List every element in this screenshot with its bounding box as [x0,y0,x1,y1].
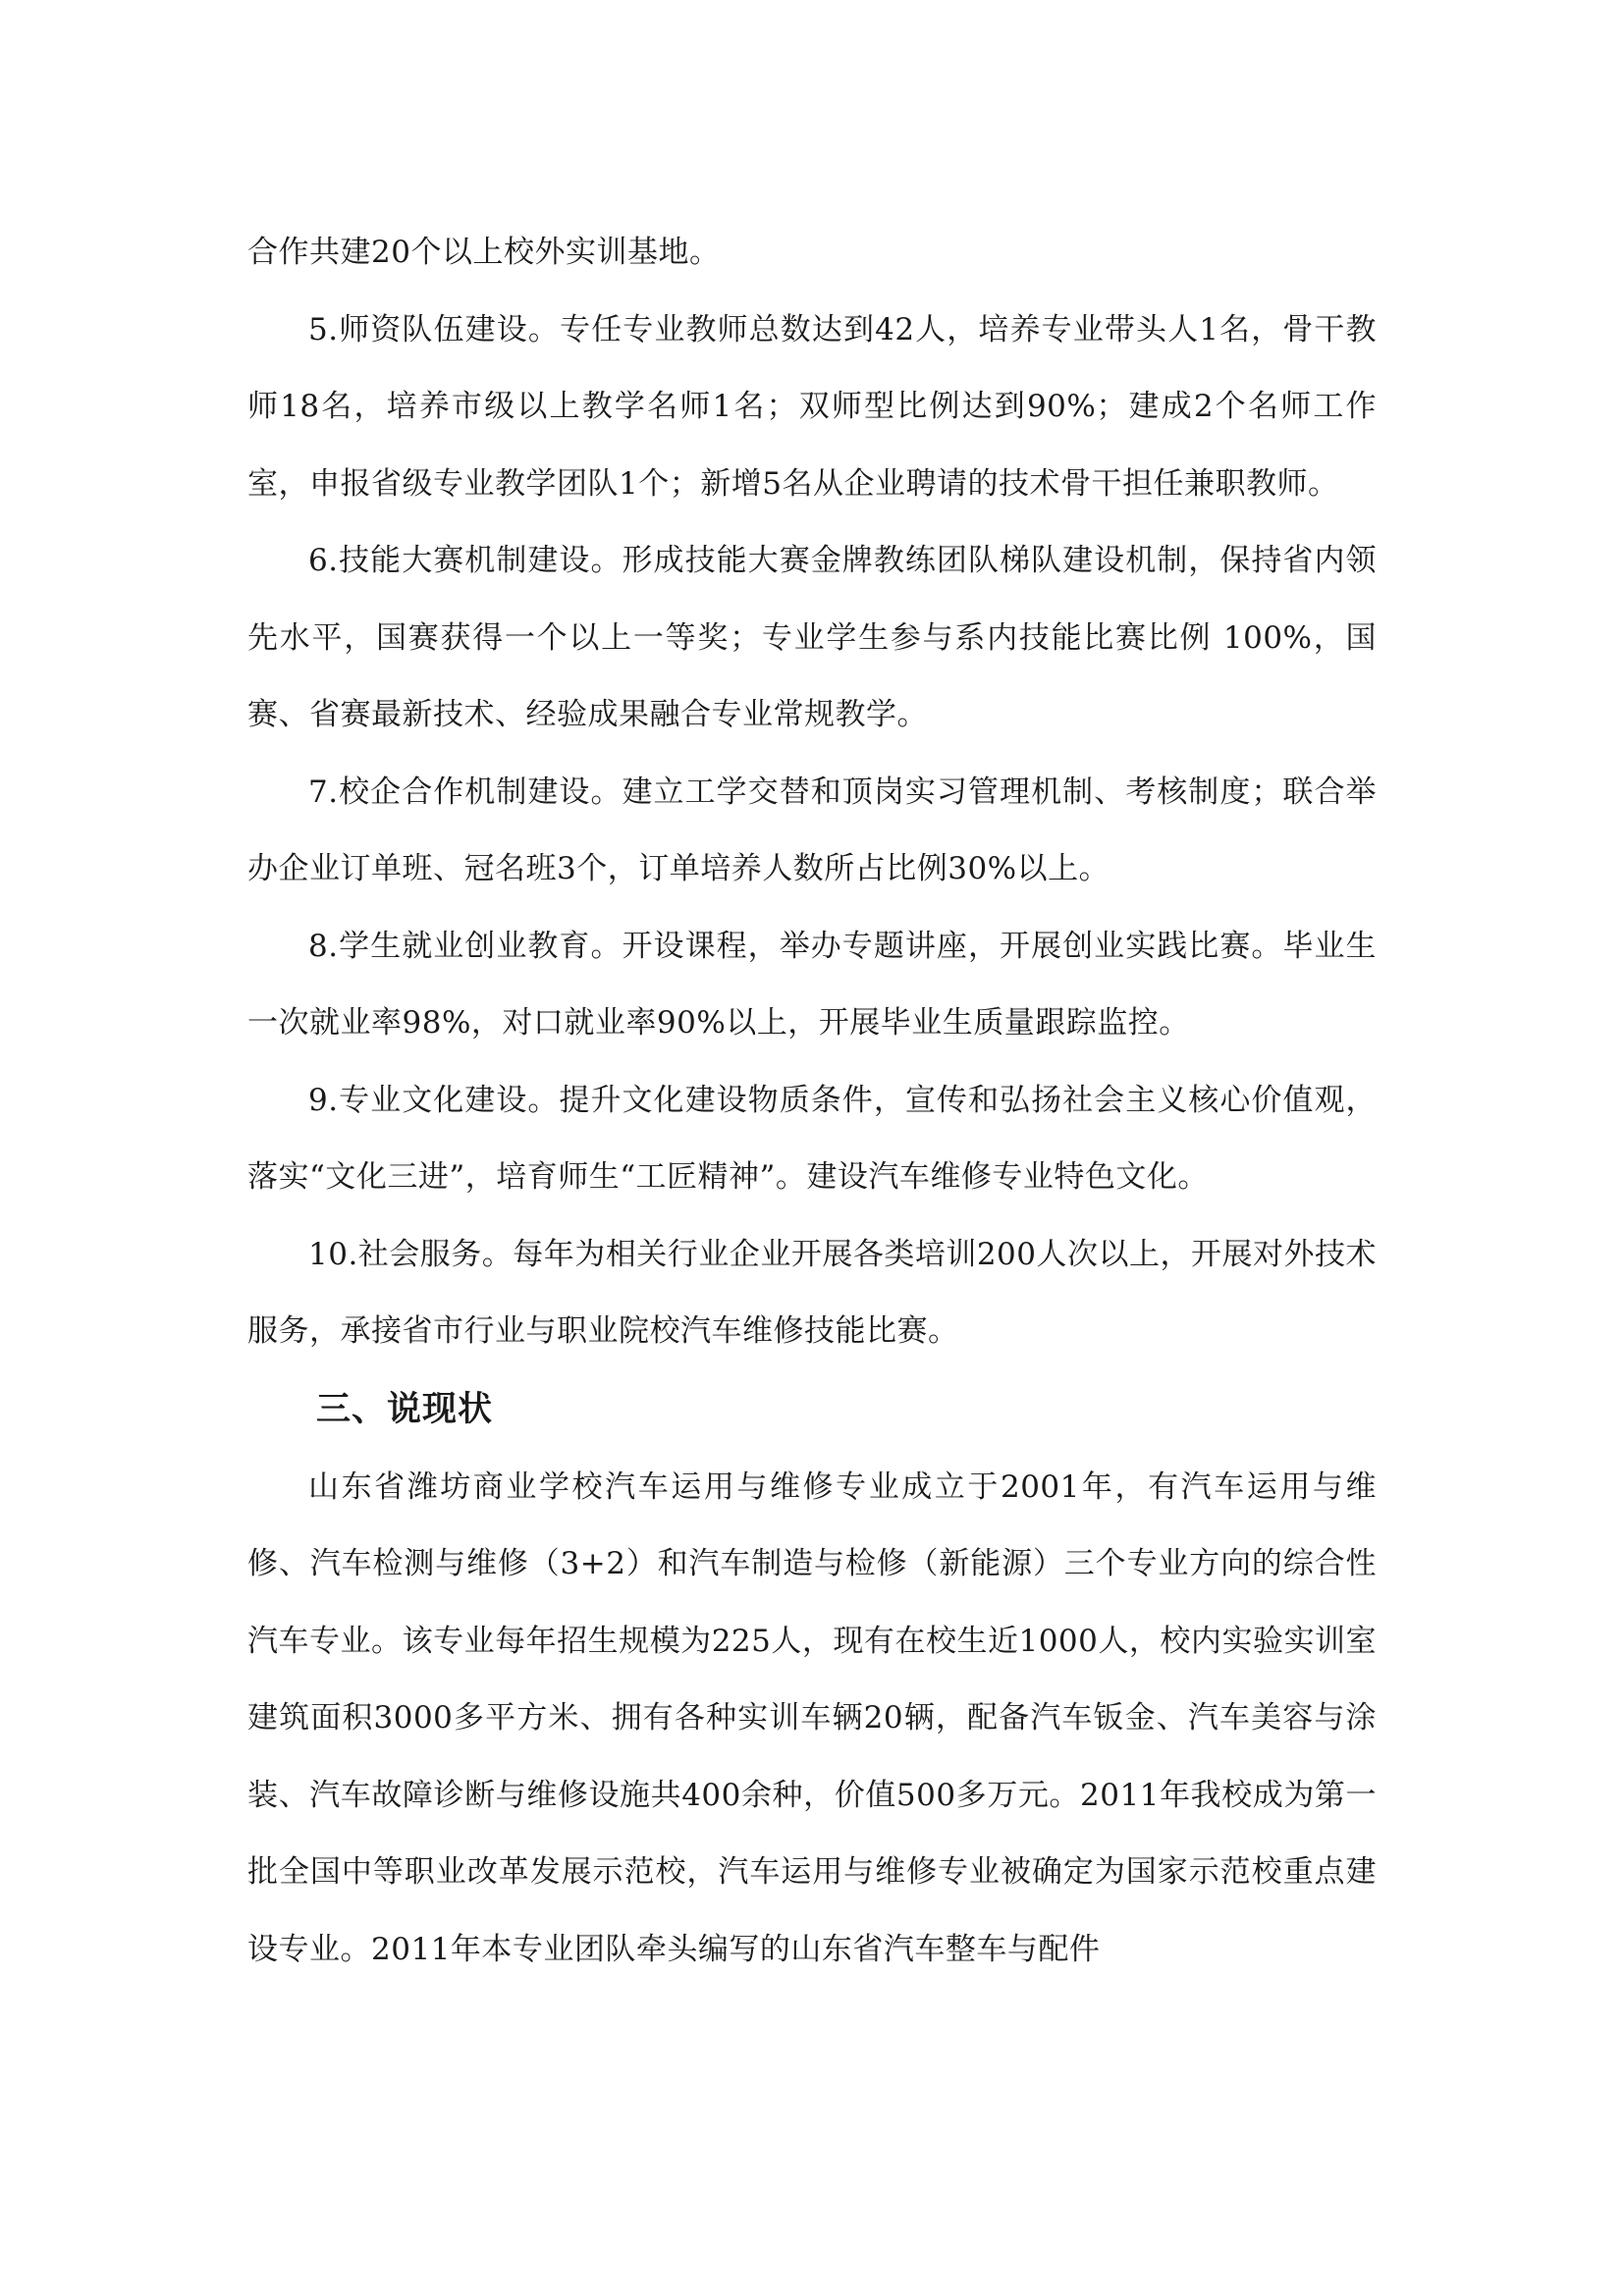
paragraph-training-bases: 合作共建20个以上校外实训基地。 [247,235,721,270]
paragraph-skills-competition: 6.技能大赛机制建设。形成技能大赛金牌教练团队梯队建设机制，保持省内领先水平，国赛获得一个以上一等奖；专业学生参与系内技能比赛比例 100%，国赛、省赛最新技术、经验成果融合专业常规教学。 [247,543,1377,732]
document-body [247,214,1377,1988]
paragraph-professional-culture: 9.专业文化建设。提升文化建设物质条件，宣传和弘扬社会主义核心价值观，落实“文化三进”，培育师生“工匠精神”。建设汽车维修专业特色文化。 [247,1082,1377,1195]
paragraph-teaching-staff: 5.师资队伍建设。专任专业教师总数达到42人，培养专业带头人1名，骨干教师18名，培养市级以上教学名师1名；双师型比例达到90%；建成2个名师工作室，申报省级专业教学团队1个；新增5名从企业聘请的技术骨干担任兼职教师。 [247,311,1377,502]
paragraph-current-status: 山东省潍坊商业学校汽车运用与维修专业成立于2001年，有汽车运用与维修、汽车检测与维修（3+2）和汽车制造与检修（新能源）三个专业方向的综合性汽车专业。该专业每年招生规模为225人，现有在校生近1000人，校内实验实训室建筑面积3000多平方米、拥有各种实训车辆20辆，配备汽车钣金、汽车美容与涂装、汽车故障诊断与维修设施共400余种，价值500多万元。2011年我校成为第一批全国中等职业改革发展示范校，汽车运用与维修专业被确定为国家示范校重点建设专业。2011年本专业团队牵头编写的山东省汽车整车与配件 [247,1468,1377,1967]
section-heading-current-status: 三、说现状 [316,1389,494,1429]
paragraph-school-enterprise: 7.校企合作机制建设。建立工学交替和顶岗实习管理机制、考核制度；联合举办企业订单班、冠名班3个，订单培养人数所占比例30%以上。 [247,774,1377,886]
paragraph-social-service: 10.社会服务。每年为相关行业企业开展各类培训200人次以上，开展对外技术服务，承接省市行业与职业院校汽车维修技能比赛。 [247,1236,1377,1349]
paragraph-employment-education: 8.学生就业创业教育。开设课程，举办专题讲座，开展创业实践比赛。毕业生一次就业率98%，对口就业率90%以上，开展毕业生质量跟踪监控。 [247,928,1377,1041]
